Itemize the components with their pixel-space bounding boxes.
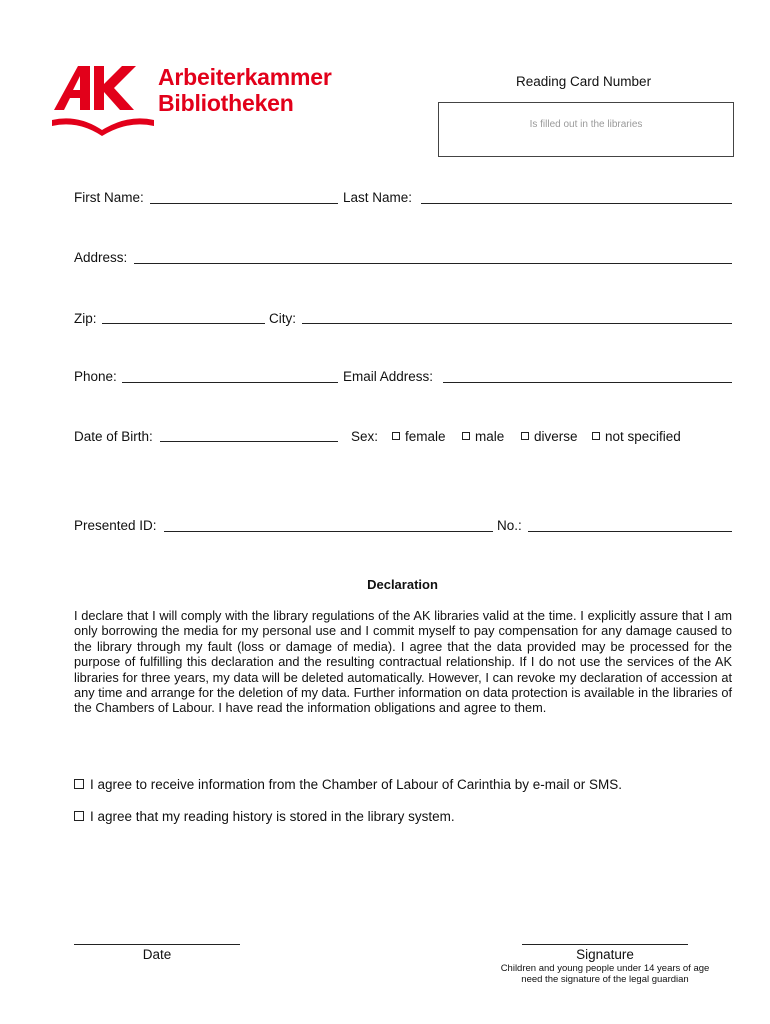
last-name-label: Last Name: (343, 190, 413, 205)
checkbox-icon[interactable] (74, 779, 84, 789)
signature-line[interactable] (522, 944, 688, 945)
sex-option-male[interactable] (462, 429, 504, 444)
declaration-title: Declaration (367, 577, 438, 592)
sex-label: Sex: (351, 429, 379, 444)
email-field[interactable] (443, 382, 732, 383)
ak-logo (50, 62, 380, 142)
address-label: Address: (74, 250, 128, 265)
date-line[interactable] (74, 944, 240, 945)
guardian-note-line-2: need the signature of the legal guardian (521, 974, 689, 985)
sex-option-label: not specified (605, 429, 681, 444)
consent-reading-history-label: I agree that my reading history is stored in the library system. (90, 809, 455, 824)
checkbox-icon[interactable] (592, 432, 600, 440)
checkbox-icon[interactable] (462, 432, 470, 440)
last-name-field[interactable] (421, 203, 732, 204)
consent-reading-history[interactable] (74, 809, 455, 824)
logo-line-1: Arbeiterkammer (158, 64, 332, 90)
dob-label: Date of Birth: (74, 429, 153, 444)
address-field[interactable] (134, 263, 732, 264)
guardian-note-line-1: Children and young people under 14 years of age (500, 963, 710, 974)
dob-field[interactable] (160, 441, 338, 442)
sex-option-label: diverse (534, 429, 578, 444)
consent-marketing-label: I agree to receive information from the Chamber of Labour of Carinthia by e-mail or SMS. (90, 777, 622, 792)
checkbox-icon[interactable] (74, 811, 84, 821)
consent-marketing[interactable] (74, 777, 622, 792)
zip-field[interactable] (102, 323, 265, 324)
presented-id-field[interactable] (164, 531, 493, 532)
sex-option-diverse[interactable] (521, 429, 578, 444)
checkbox-icon[interactable] (392, 432, 400, 440)
phone-label: Phone: (74, 369, 117, 384)
presented-id-label: Presented ID: (74, 518, 157, 533)
signature-label: Signature (576, 947, 634, 962)
reading-card-hint: Is filled out in the libraries (529, 119, 643, 130)
reading-card-label: Reading Card Number (516, 74, 652, 89)
id-number-field[interactable] (528, 531, 732, 532)
phone-field[interactable] (122, 382, 338, 383)
reading-card-number-box (438, 102, 734, 157)
sex-option-female[interactable] (392, 429, 446, 444)
first-name-label: First Name: (74, 190, 144, 205)
checkbox-icon[interactable] (521, 432, 529, 440)
logo-line-2: Bibliotheken (158, 90, 294, 116)
sex-option-not-specified[interactable] (592, 429, 681, 444)
id-number-label: No.: (497, 518, 522, 533)
city-label: City: (269, 311, 296, 326)
first-name-field[interactable] (150, 203, 338, 204)
sex-option-label: female (405, 429, 446, 444)
declaration-text: I declare that I will comply with the library regulations of the AK libraries valid at the time. I explicitly assure that I am only borrowing the media for my personal use and I commit myself to pay compensation for any damage caused to the library through my fault (loss or damage of media). I agree that the data provided may be processed for the purpose of fulfilling this declaration and the resulting contractual relationship. If I do not use the services of the AK libraries for three years, my data will be deleted automatically. However, I can revoke my declaration of accession at any time and arrange for the deletion of my data. Further information on data protection is available in the libraries of the Chambers of Labour. I have read the information obligations and agree to them. (74, 608, 732, 716)
email-label: Email Address: (343, 369, 434, 384)
sex-option-label: male (475, 429, 505, 444)
ak-book-logo-icon (50, 62, 158, 140)
date-label: Date (142, 947, 172, 962)
zip-label: Zip: (74, 311, 97, 326)
city-field[interactable] (302, 323, 732, 324)
